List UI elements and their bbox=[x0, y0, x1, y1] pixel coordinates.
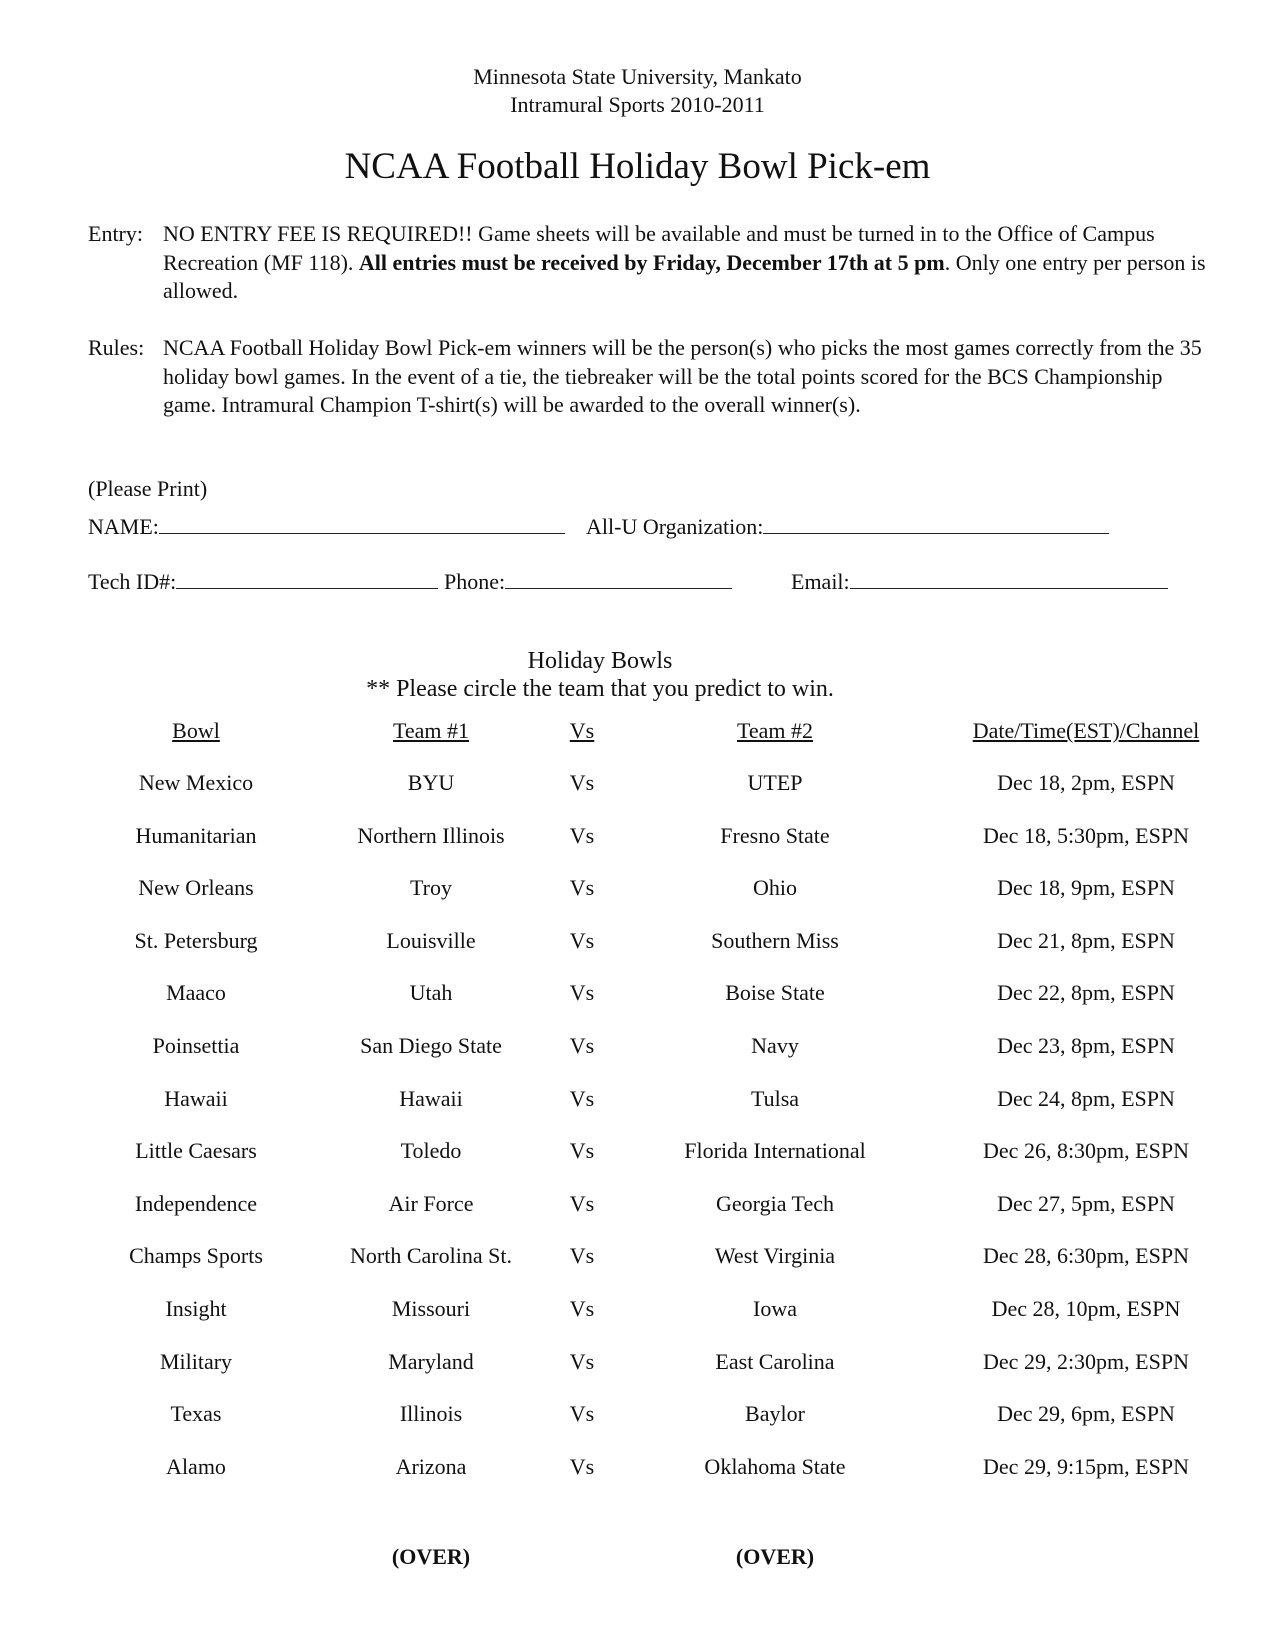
cell-team1[interactable]: Hawaii bbox=[399, 1085, 463, 1111]
entry-text-1: NO ENTRY FEE IS REQUIRED!! Game sheets will be available and must be turned in to the Office of Campus Recreation (MF 118). bbox=[163, 221, 1155, 275]
header-team1: Team #1 bbox=[392, 718, 470, 743]
cell-datetime: Dec 18, 5:30pm, ESPN bbox=[983, 822, 1189, 848]
university-name: Minnesota State University, Mankato bbox=[473, 64, 802, 89]
rules-label: Rules: bbox=[88, 335, 145, 360]
organization-label: All-U Organization: bbox=[586, 514, 764, 539]
cell-vs: Vs bbox=[569, 822, 595, 848]
table-row bbox=[0, 875, 1275, 907]
cell-team1[interactable]: Utah bbox=[409, 980, 453, 1006]
cell-bowl: Alamo bbox=[166, 1453, 226, 1479]
cell-team1[interactable]: Louisville bbox=[386, 927, 476, 953]
name-blank[interactable] bbox=[159, 511, 565, 534]
cell-bowl: New Orleans bbox=[138, 875, 254, 901]
cell-team2[interactable]: Florida International bbox=[684, 1138, 866, 1164]
holiday-bowls-heading: Holiday Bowls bbox=[527, 648, 673, 674]
table-row bbox=[0, 770, 1275, 802]
cell-bowl: Independence bbox=[134, 1190, 258, 1216]
entry-deadline: All entries must be received by Friday, December 17th at 5 pm bbox=[358, 249, 945, 275]
cell-vs: Vs bbox=[569, 1190, 595, 1216]
cell-bowl: Texas bbox=[170, 1401, 222, 1427]
entry-label: Entry: bbox=[88, 221, 143, 246]
cell-datetime: Dec 23, 8pm, ESPN bbox=[997, 1033, 1175, 1058]
cell-bowl: Humanitarian bbox=[135, 822, 257, 848]
cell-bowl: Hawaii bbox=[164, 1085, 228, 1111]
cell-team1[interactable]: Missouri bbox=[391, 1296, 471, 1321]
holiday-bowls-instruction: ** Please circle the team that you predict to win. bbox=[366, 676, 834, 702]
table-row bbox=[0, 823, 1275, 855]
cell-bowl: Maaco bbox=[166, 980, 226, 1006]
cell-team2[interactable]: Baylor bbox=[745, 1401, 805, 1427]
cell-vs: Vs bbox=[569, 1085, 595, 1111]
cell-datetime: Dec 27, 5pm, ESPN bbox=[997, 1190, 1175, 1216]
cell-team2[interactable]: Ohio bbox=[753, 875, 797, 901]
header-bowl: Bowl bbox=[172, 718, 220, 743]
table-row bbox=[0, 1349, 1275, 1381]
cell-team1[interactable]: Illinois bbox=[399, 1401, 463, 1427]
cell-team2[interactable]: Iowa bbox=[753, 1296, 797, 1321]
cell-datetime: Dec 18, 2pm, ESPN bbox=[997, 770, 1175, 795]
cell-vs: Vs bbox=[569, 927, 595, 953]
table-row bbox=[0, 1033, 1275, 1065]
cell-team1[interactable]: Northern Illinois bbox=[357, 822, 505, 848]
tech-id-field[interactable] bbox=[88, 566, 438, 595]
cell-vs: Vs bbox=[569, 1348, 595, 1374]
cell-vs: Vs bbox=[569, 1296, 595, 1321]
table-row bbox=[0, 1243, 1275, 1275]
email-field[interactable] bbox=[791, 566, 1168, 595]
entry-section bbox=[88, 220, 1208, 306]
cell-team1[interactable]: Maryland bbox=[388, 1348, 474, 1374]
page-title: NCAA Football Holiday Bowl Pick-em bbox=[344, 146, 931, 187]
cell-team2[interactable]: Navy bbox=[751, 1033, 799, 1058]
email-blank[interactable] bbox=[850, 566, 1168, 589]
table-row bbox=[0, 1086, 1275, 1118]
cell-datetime: Dec 29, 9:15pm, ESPN bbox=[983, 1453, 1189, 1479]
email-label: Email: bbox=[791, 569, 850, 594]
phone-label: Phone: bbox=[444, 569, 506, 594]
cell-vs: Vs bbox=[569, 1243, 595, 1269]
cell-team2[interactable]: Georgia Tech bbox=[716, 1190, 834, 1216]
cell-datetime: Dec 18, 9pm, ESPN bbox=[997, 875, 1175, 901]
cell-team1[interactable]: Troy bbox=[410, 875, 452, 901]
name-field[interactable] bbox=[88, 511, 565, 540]
cell-vs: Vs bbox=[569, 770, 595, 795]
cell-bowl: New Mexico bbox=[138, 770, 254, 795]
header-team2: Team #2 bbox=[736, 718, 814, 743]
cell-vs: Vs bbox=[569, 875, 595, 901]
please-print-note: (Please Print) bbox=[88, 476, 208, 501]
header-vs: Vs bbox=[569, 718, 595, 743]
cell-vs: Vs bbox=[569, 1138, 595, 1164]
cell-bowl: Little Caesars bbox=[135, 1138, 257, 1164]
cell-team1[interactable]: Arizona bbox=[395, 1453, 467, 1479]
header-datetime: Date/Time(EST)/Channel bbox=[972, 718, 1200, 743]
cell-team1[interactable]: Toledo bbox=[400, 1138, 462, 1164]
cell-bowl: Insight bbox=[165, 1296, 227, 1321]
table-row bbox=[0, 980, 1275, 1012]
cell-vs: Vs bbox=[569, 1401, 595, 1427]
cell-datetime: Dec 29, 2:30pm, ESPN bbox=[983, 1348, 1189, 1374]
cell-team2[interactable]: UTEP bbox=[747, 770, 803, 795]
cell-datetime: Dec 26, 8:30pm, ESPN bbox=[983, 1138, 1189, 1164]
cell-bowl: Military bbox=[159, 1348, 233, 1374]
cell-vs: Vs bbox=[569, 980, 595, 1006]
table-row bbox=[0, 1296, 1275, 1328]
cell-datetime: Dec 28, 10pm, ESPN bbox=[991, 1296, 1181, 1321]
rules-body: NCAA Football Holiday Bowl Pick-em winners will be the person(s) who picks the most games correctly from the 35 holiday bowl games. In the event of a tie, the tiebreaker will be the total points scored for the BCS Championship game. Intramural Champion T-shirt(s) will be awarded to the overall winner(s). bbox=[163, 335, 1202, 417]
cell-team2[interactable]: Oklahoma State bbox=[704, 1453, 846, 1479]
table-row bbox=[0, 1401, 1275, 1433]
tech-id-label: Tech ID#: bbox=[88, 569, 177, 594]
over-label-right: (OVER) bbox=[735, 1544, 815, 1569]
cell-team2[interactable]: East Carolina bbox=[715, 1348, 835, 1374]
cell-team1[interactable]: North Carolina St. bbox=[350, 1243, 512, 1269]
cell-team2[interactable]: Fresno State bbox=[720, 822, 830, 848]
organization-field[interactable] bbox=[586, 511, 1109, 540]
cell-vs: Vs bbox=[569, 1453, 595, 1479]
table-row bbox=[0, 1454, 1275, 1486]
phone-blank[interactable] bbox=[505, 566, 732, 589]
tech-id-blank[interactable] bbox=[176, 566, 438, 589]
cell-datetime: Dec 29, 6pm, ESPN bbox=[997, 1401, 1175, 1427]
cell-team1[interactable]: BYU bbox=[407, 770, 455, 795]
cell-datetime: Dec 24, 8pm, ESPN bbox=[997, 1085, 1175, 1111]
phone-field[interactable] bbox=[444, 566, 732, 595]
organization-blank[interactable] bbox=[763, 511, 1109, 534]
entry-body bbox=[163, 220, 1208, 306]
table-row bbox=[0, 1138, 1275, 1170]
cell-team2[interactable]: Tulsa bbox=[750, 1085, 800, 1111]
cell-datetime: Dec 28, 6:30pm, ESPN bbox=[983, 1243, 1189, 1269]
table-row bbox=[0, 1191, 1275, 1223]
cell-datetime: Dec 22, 8pm, ESPN bbox=[997, 980, 1175, 1006]
entry-text-2: . Only one entry per person is allowed. bbox=[163, 249, 1206, 303]
cell-team2[interactable]: West Virginia bbox=[714, 1243, 836, 1269]
cell-team2[interactable]: Southern Miss bbox=[711, 927, 839, 953]
rules-section bbox=[88, 334, 1208, 420]
cell-bowl: St. Petersburg bbox=[134, 927, 258, 953]
table-header-row bbox=[0, 718, 1275, 750]
program-name: Intramural Sports 2010-2011 bbox=[510, 92, 765, 117]
cell-vs: Vs bbox=[569, 1033, 595, 1058]
cell-bowl: Champs Sports bbox=[129, 1243, 263, 1269]
cell-bowl: Poinsettia bbox=[152, 1033, 240, 1058]
table-row bbox=[0, 928, 1275, 960]
name-label: NAME: bbox=[88, 514, 159, 539]
cell-team2[interactable]: Boise State bbox=[725, 980, 825, 1006]
cell-datetime: Dec 21, 8pm, ESPN bbox=[997, 927, 1175, 953]
cell-team1[interactable]: Air Force bbox=[388, 1190, 474, 1216]
cell-team1[interactable]: San Diego State bbox=[360, 1033, 502, 1058]
over-label-left: (OVER) bbox=[391, 1544, 471, 1569]
